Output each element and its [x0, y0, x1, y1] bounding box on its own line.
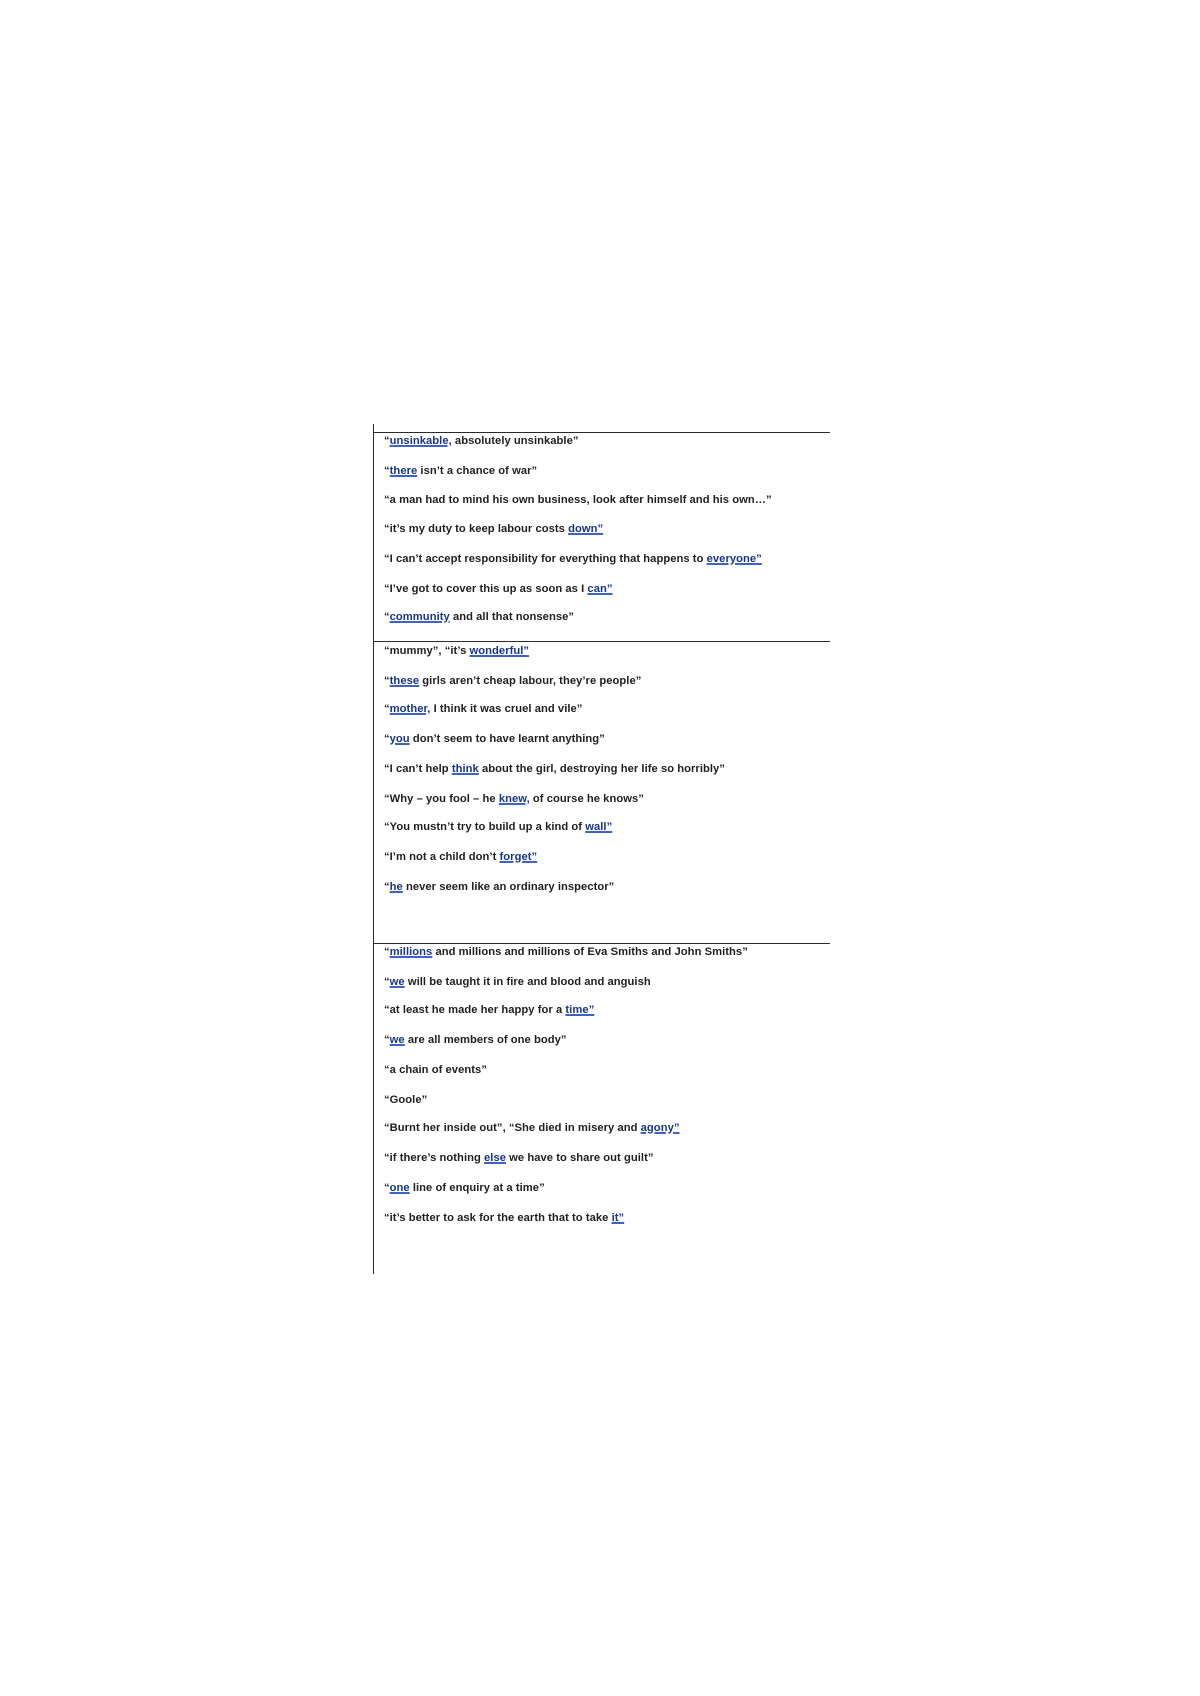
quote-keyword: these — [389, 675, 420, 687]
quote-text: and all that nonsense” — [449, 611, 575, 623]
quote-line — [384, 1034, 567, 1047]
quote-line — [384, 1182, 545, 1195]
quote-line — [384, 1122, 680, 1135]
quote-text: I think it was cruel and vile” — [430, 703, 583, 715]
quote-keyword: else — [484, 1152, 507, 1164]
quote-keyword: everyone” — [706, 553, 762, 565]
quote-text: are all members of one body” — [404, 1034, 567, 1046]
quote-text: “ — [384, 703, 390, 715]
quote-keyword: time” — [565, 1004, 595, 1016]
quote-line — [384, 703, 582, 716]
quote-text: “a chain of events” — [384, 1064, 487, 1076]
quote-line — [384, 1212, 624, 1225]
quote-text: “I’m not a child don’t — [384, 851, 500, 863]
quote-text: “at least he made her happy for a — [384, 1004, 566, 1016]
quote-keyword: forget” — [499, 851, 538, 863]
quote-keyword: knew, — [498, 793, 530, 805]
quote-text: “if there’s nothing — [384, 1152, 485, 1164]
quote-line — [384, 675, 641, 688]
quote-line — [384, 611, 574, 624]
quote-text: girls aren’t cheap labour, they’re people” — [419, 675, 642, 687]
quote-text: absolutely unsinkable” — [451, 435, 579, 447]
quote-line — [384, 583, 613, 596]
quote-keyword: it” — [611, 1212, 625, 1224]
quote-keyword: down” — [568, 523, 604, 535]
quote-text: and millions and millions of Eva Smiths and John Smiths” — [432, 946, 748, 958]
quote-text: of course he knows” — [529, 793, 644, 805]
quote-keyword: he — [389, 881, 403, 893]
quote-keyword: community — [389, 611, 450, 623]
quote-text: never seem like an ordinary inspector” — [402, 881, 615, 893]
quote-line — [384, 946, 748, 959]
quote-text: “ — [384, 976, 390, 988]
quote-line — [384, 553, 762, 566]
quote-line — [384, 851, 537, 864]
quote-text: “ — [384, 611, 390, 623]
quote-text: “Goole” — [384, 1094, 428, 1106]
quote-keyword: we — [389, 1034, 405, 1046]
quote-line — [384, 435, 579, 448]
quote-line — [384, 793, 644, 806]
quote-text: “ — [384, 733, 390, 745]
quote-line — [384, 1064, 487, 1077]
quote-keyword: agony” — [640, 1122, 680, 1134]
quote-line — [384, 645, 529, 658]
quote-keyword: think — [451, 763, 479, 775]
quote-keyword: there — [389, 465, 418, 477]
quote-text: will be taught it in fire and blood and anguish — [404, 976, 651, 988]
quote-text: “ — [384, 465, 390, 477]
quote-text: “ — [384, 881, 390, 893]
quote-text: “You mustn’t try to build up a kind of — [384, 821, 586, 833]
quote-text: about the girl, destroying her life so horribly” — [478, 763, 725, 775]
quote-line — [384, 1152, 654, 1165]
quotes-section-2 — [374, 641, 830, 944]
quote-text: “ — [384, 435, 390, 447]
quote-text: “a man had to mind his own business, look after himself and his own…” — [384, 494, 772, 506]
quote-keyword: can” — [587, 583, 613, 595]
quote-keyword: wonderful” — [469, 645, 530, 657]
quote-text: don’t seem to have learnt anything” — [409, 733, 605, 745]
quote-keyword: we — [389, 976, 405, 988]
quote-text: isn’t a chance of war” — [417, 465, 538, 477]
quote-text: “it’s my duty to keep labour costs — [384, 523, 569, 535]
quote-text: “I’ve got to cover this up as soon as I — [384, 583, 588, 595]
quote-text: “Burnt her inside out”, “She died in misery and — [384, 1122, 641, 1134]
quote-text: “Why – you fool – he — [384, 793, 499, 805]
quotes-section-3 — [374, 943, 830, 1275]
quote-text: “I can’t accept responsibility for everything that happens to — [384, 553, 707, 565]
quote-line — [384, 465, 537, 478]
quote-line — [384, 976, 651, 989]
quote-keyword: wall” — [585, 821, 613, 833]
quote-line — [384, 881, 614, 894]
quote-text: “ — [384, 675, 390, 687]
quotes-table — [373, 424, 830, 1274]
quote-line — [384, 1004, 594, 1017]
quote-keyword: unsinkable, — [389, 435, 452, 447]
quote-keyword: millions — [389, 946, 433, 958]
quote-keyword: you — [389, 733, 410, 745]
quote-text: “mummy”, “it’s — [384, 645, 470, 657]
quote-text: “I can’t help — [384, 763, 452, 775]
quote-keyword: one — [389, 1182, 410, 1194]
quote-line — [384, 1094, 427, 1107]
quote-line — [384, 763, 725, 776]
quote-text: “it’s better to ask for the earth that to take — [384, 1212, 612, 1224]
quote-text: “ — [384, 1034, 390, 1046]
quote-text: line of enquiry at a time” — [409, 1182, 545, 1194]
quote-text: “ — [384, 1182, 390, 1194]
quote-text: “ — [384, 946, 390, 958]
quotes-section-1 — [374, 432, 830, 642]
quote-line — [384, 821, 612, 834]
quote-text: we have to share out guilt” — [506, 1152, 654, 1164]
quote-line — [384, 733, 605, 746]
quote-keyword: mother, — [389, 703, 431, 715]
quote-line — [384, 494, 772, 507]
quote-line — [384, 523, 603, 536]
